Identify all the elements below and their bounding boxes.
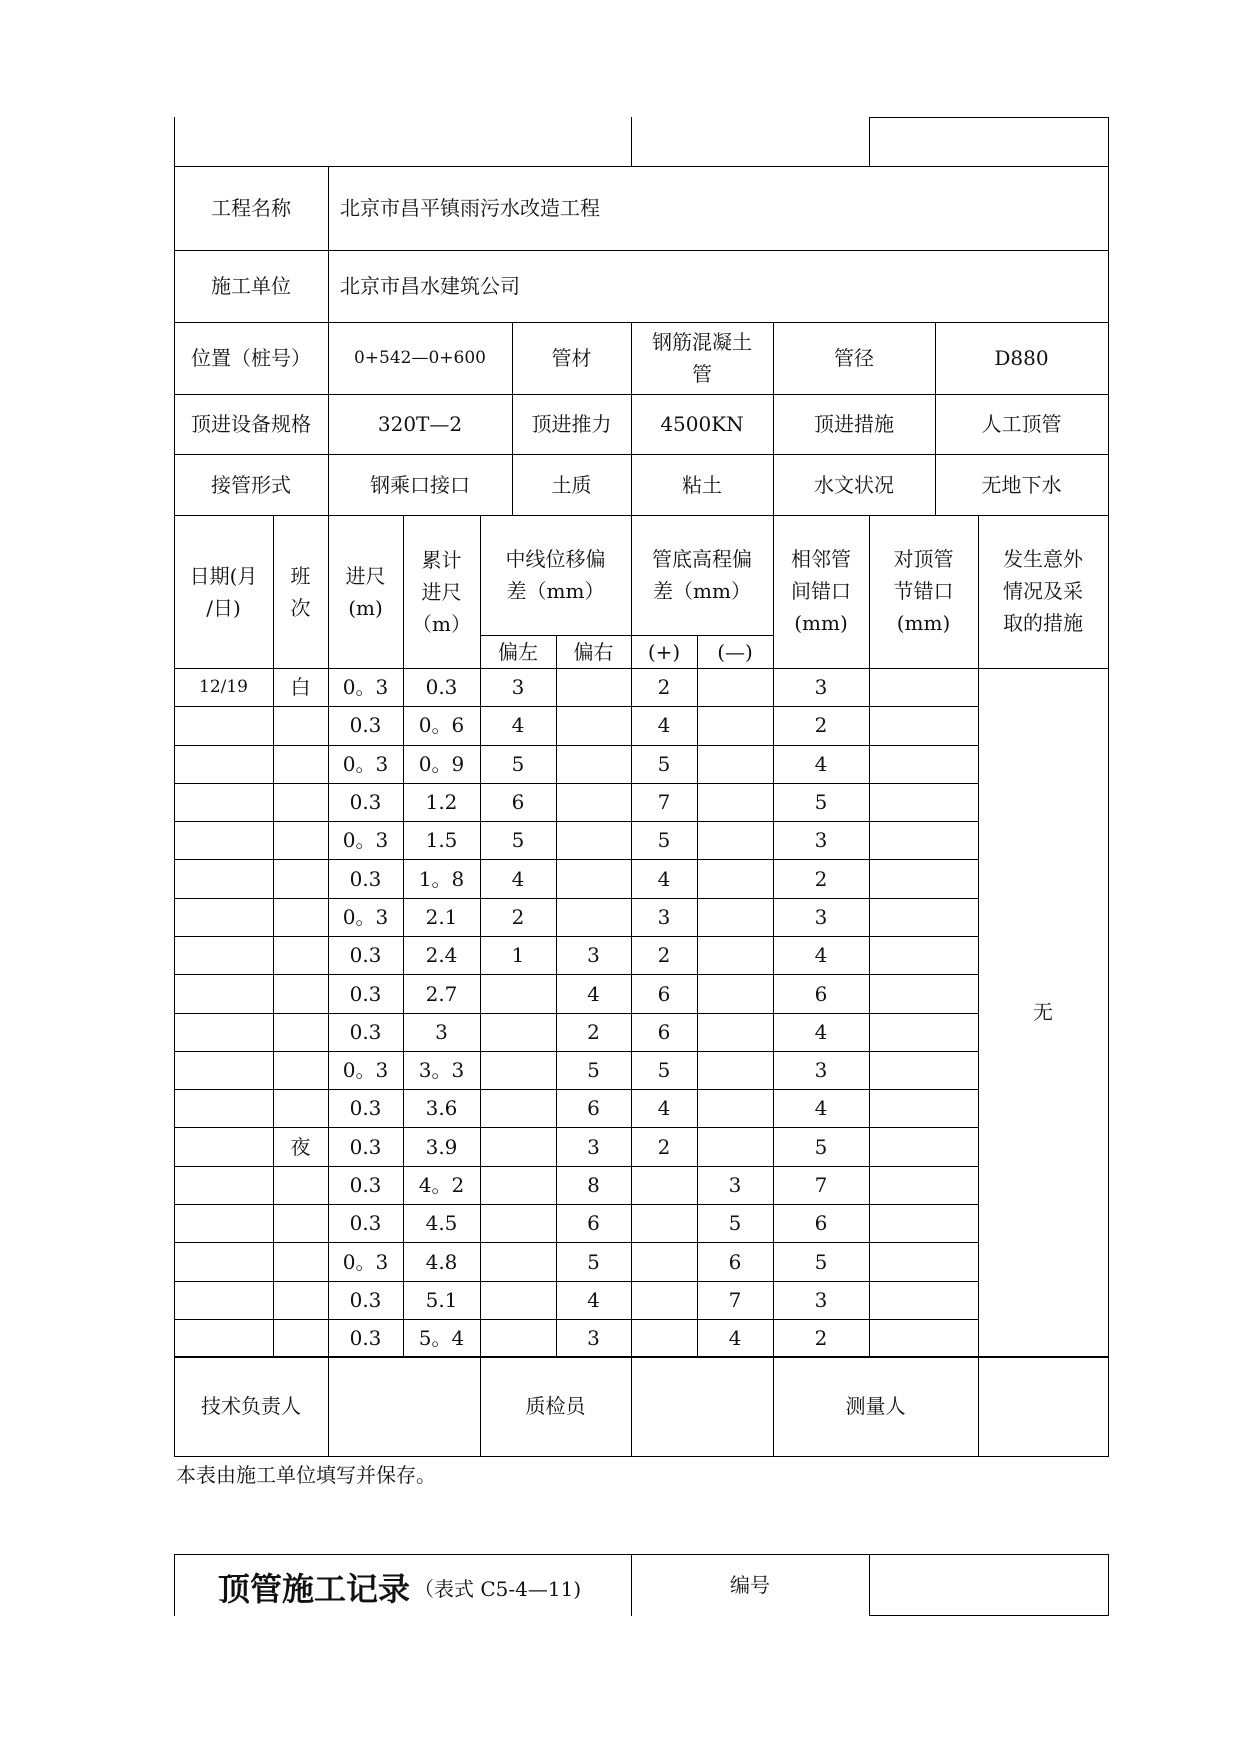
cell-joint[interactable] — [869, 668, 978, 706]
position-value[interactable]: 0+542—0+600 — [353, 348, 486, 368]
accident-value[interactable]: 无 — [1033, 1000, 1053, 1024]
cell-plus[interactable]: 6 — [657, 981, 671, 1006]
cell-adv[interactable]: 0.3 — [349, 1211, 382, 1236]
next-form-code: （表式 C5-4—11) — [414, 1576, 582, 1601]
jacking-measure-value[interactable]: 人工顶管 — [981, 412, 1062, 436]
cell-adj[interactable]: 7 — [814, 1173, 828, 1198]
cell-left[interactable]: 4 — [511, 866, 525, 891]
cell-adj[interactable]: 4 — [814, 1019, 828, 1044]
cell-adv[interactable]: 0.3 — [349, 790, 382, 815]
cell-date[interactable] — [174, 1051, 273, 1089]
cell-date[interactable] — [174, 706, 273, 744]
equipment-spec-value[interactable]: 320T—2 — [377, 412, 463, 436]
cell-adj[interactable]: 6 — [814, 981, 828, 1006]
cell-left[interactable]: 5 — [511, 828, 525, 853]
cell-shift[interactable] — [273, 936, 328, 974]
cell-adj[interactable]: 6 — [814, 1211, 828, 1236]
jacking-force-label: 顶进推力 — [531, 412, 612, 436]
project-name-value[interactable]: 北京市昌平镇雨污水改造工程 — [340, 196, 600, 220]
header-cumulative — [403, 515, 480, 668]
cell-shift[interactable] — [273, 783, 328, 821]
header-cumulative-l3: （m） — [412, 611, 471, 636]
cell-right[interactable] — [556, 898, 631, 936]
cell-left[interactable] — [480, 1281, 556, 1319]
cell-date[interactable] — [174, 1319, 273, 1357]
cell-right[interactable]: 2 — [587, 1019, 600, 1044]
header-cumulative-l1: 累计 — [421, 547, 462, 572]
header-elevation-l1: 管底高程偏 — [652, 547, 752, 571]
cell-adv[interactable]: 0。3 — [342, 828, 389, 853]
cell-adv[interactable]: 0.3 — [349, 981, 382, 1006]
header-right: 偏右 — [573, 639, 614, 664]
cell-adj[interactable]: 5 — [814, 790, 828, 815]
number-value[interactable] — [869, 1554, 1108, 1615]
cell-right[interactable]: 6 — [587, 1096, 600, 1121]
cell-date[interactable] — [174, 745, 273, 783]
cell-adv[interactable]: 0.3 — [349, 713, 382, 738]
header-elevation-l2: 差（mm） — [653, 579, 751, 603]
position-label: 位置（桩号） — [191, 346, 311, 370]
cell-shift[interactable] — [273, 1051, 328, 1089]
cell-date[interactable] — [174, 1089, 273, 1127]
header-shift — [273, 515, 328, 668]
cell-joint[interactable] — [869, 1128, 978, 1166]
cell-minus[interactable] — [697, 1128, 773, 1166]
cell-right[interactable] — [556, 783, 631, 821]
cell-date[interactable] — [174, 1128, 273, 1166]
cell-right[interactable]: 5 — [587, 1249, 600, 1274]
cell-shift[interactable] — [273, 706, 328, 744]
cell-right[interactable] — [556, 821, 631, 859]
tech-lead-signature[interactable] — [328, 1356, 480, 1456]
cell-shift[interactable] — [273, 1166, 328, 1204]
header-plus: (+) — [647, 639, 681, 664]
cell-adj[interactable]: 3 — [814, 904, 828, 929]
cell-joint[interactable] — [869, 1089, 978, 1127]
cell-cum[interactable]: 3.9 — [425, 1134, 458, 1159]
construction-unit-label: 施工单位 — [211, 274, 291, 298]
cell-left[interactable]: 2 — [511, 904, 525, 929]
pipe-material-value[interactable] — [631, 322, 773, 394]
cell-adv[interactable]: 0.3 — [349, 1287, 382, 1312]
cell-minus[interactable] — [697, 1013, 773, 1051]
quality-inspector-label: 质检员 — [525, 1394, 586, 1418]
cell-shift[interactable] — [273, 1013, 328, 1051]
project-name-label: 工程名称 — [211, 196, 291, 220]
cell-date[interactable] — [174, 1281, 273, 1319]
cell-minus[interactable] — [697, 745, 773, 783]
cell-shift[interactable] — [273, 1243, 328, 1281]
joint-type-label: 接管形式 — [211, 472, 291, 497]
cell-date[interactable] — [174, 860, 273, 898]
cell-left[interactable] — [480, 1013, 556, 1051]
header-joint-l2: 节错口 — [893, 579, 954, 603]
cell-left[interactable]: 1 — [511, 943, 525, 968]
cell-adv[interactable]: 0.3 — [349, 943, 382, 968]
cell-adj[interactable]: 2 — [814, 713, 828, 738]
pipe-material-line2: 管 — [692, 362, 712, 386]
cell-left[interactable]: 5 — [511, 751, 525, 776]
hydrology-value[interactable]: 无地下水 — [981, 472, 1062, 497]
cell-minus[interactable] — [697, 821, 773, 859]
header-date-l1: 日期(月 — [189, 563, 258, 588]
cell-adv[interactable]: 0。3 — [342, 1249, 389, 1274]
cell-left[interactable] — [480, 1128, 556, 1166]
cell-cum[interactable]: 4。2 — [418, 1173, 465, 1198]
header-joint-l3: (mm) — [896, 611, 951, 635]
cell-joint[interactable] — [869, 1204, 978, 1242]
cell-adv[interactable]: 0。3 — [342, 904, 389, 929]
cell-left[interactable]: 4 — [511, 713, 525, 738]
pipe-material-label: 管材 — [551, 346, 592, 370]
hydrology-label: 水文状况 — [814, 472, 894, 497]
joint-type-value[interactable]: 钢乘口接口 — [370, 472, 470, 497]
header-adjacent-l3: (mm) — [794, 611, 848, 635]
cell-date[interactable] — [174, 1243, 273, 1281]
header-adjacent-l2: 间错口 — [791, 579, 851, 603]
cell-left[interactable] — [480, 1243, 556, 1281]
cell-shift[interactable] — [273, 1204, 328, 1242]
header-adjacent-offset — [773, 515, 869, 668]
cell-adj[interactable]: 3 — [814, 675, 828, 700]
number-label: 编号 — [730, 1573, 770, 1597]
cell-right[interactable] — [556, 706, 631, 744]
cell-minus[interactable] — [697, 936, 773, 974]
cell-joint[interactable] — [869, 974, 978, 1012]
cell-minus[interactable] — [697, 668, 773, 706]
cell-right[interactable]: 3 — [587, 943, 600, 968]
cell-joint[interactable] — [869, 1319, 978, 1357]
cell-minus[interactable] — [697, 1051, 773, 1089]
cell-left[interactable] — [480, 1089, 556, 1127]
cell-minus[interactable]: 7 — [728, 1287, 742, 1312]
cell-cum[interactable]: 1.2 — [425, 790, 458, 815]
cell-plus[interactable] — [631, 1281, 697, 1319]
cell-cum[interactable]: 3.6 — [425, 1096, 458, 1121]
cell-shift[interactable] — [273, 860, 328, 898]
header-joint-l1: 对顶管 — [893, 547, 954, 571]
header-advance-l1: 进尺 — [345, 563, 386, 588]
cell-plus[interactable]: 2 — [657, 943, 671, 968]
pipe-material-line1: 钢筋混凝土 — [652, 330, 752, 354]
cell-plus[interactable]: 6 — [657, 1019, 671, 1044]
header-elevation-deviation — [631, 515, 773, 635]
cell-adv[interactable]: 0。3 — [342, 1058, 389, 1083]
cell-left[interactable]: 6 — [511, 790, 525, 815]
cell-shift[interactable] — [273, 745, 328, 783]
cell-right[interactable]: 8 — [587, 1173, 600, 1198]
header-adjacent-l1: 相邻管 — [791, 547, 851, 571]
cell-shift[interactable]: 白 — [290, 675, 311, 700]
cell-minus[interactable]: 3 — [728, 1173, 742, 1198]
cell-cum[interactable]: 5。4 — [418, 1326, 465, 1351]
cell-plus[interactable]: 5 — [657, 1058, 671, 1083]
header-joint-offset — [869, 515, 978, 668]
cell-joint[interactable] — [869, 860, 978, 898]
soil-value[interactable]: 粘土 — [682, 472, 722, 497]
cell-left[interactable] — [480, 1166, 556, 1204]
jacking-measure-label: 顶进措施 — [814, 412, 894, 436]
equipment-spec-label: 顶进设备规格 — [191, 412, 311, 436]
header-minus: (—) — [717, 639, 753, 664]
cell-adj[interactable]: 2 — [814, 1326, 828, 1351]
cell-date[interactable] — [174, 936, 273, 974]
cell-cum[interactable]: 1.5 — [425, 828, 458, 853]
cell-adv[interactable]: 0。3 — [342, 751, 389, 776]
cell-adv[interactable]: 0.3 — [349, 1326, 382, 1351]
cell-plus[interactable] — [631, 1204, 697, 1242]
cell-plus[interactable]: 5 — [657, 828, 671, 853]
cell-date[interactable] — [174, 783, 273, 821]
cell-minus[interactable] — [697, 898, 773, 936]
cell-date[interactable] — [174, 821, 273, 859]
header-date — [174, 515, 273, 668]
cell-shift[interactable] — [273, 974, 328, 1012]
cell-adj[interactable]: 4 — [814, 751, 828, 776]
cell-adj[interactable]: 3 — [814, 1287, 828, 1312]
cell-joint[interactable] — [869, 936, 978, 974]
next-form-title — [218, 1562, 581, 1612]
cell-plus[interactable]: 7 — [657, 790, 671, 815]
header-accident-l1: 发生意外 — [1003, 547, 1083, 571]
cell-shift[interactable] — [273, 898, 328, 936]
cell-cum[interactable]: 1。8 — [418, 866, 465, 891]
cell-cum[interactable]: 2.7 — [425, 981, 458, 1006]
header-centerline-l1: 中线位移偏 — [505, 547, 606, 571]
cell-plus[interactable]: 2 — [657, 675, 671, 700]
cell-plus[interactable]: 4 — [657, 866, 671, 891]
cell-adj[interactable]: 2 — [814, 866, 828, 891]
cell-joint[interactable] — [869, 898, 978, 936]
cell-plus[interactable]: 4 — [657, 1096, 671, 1121]
header-centerline-l2: 差（mm） — [506, 579, 605, 603]
cell-cum[interactable]: 3。3 — [418, 1058, 465, 1083]
cell-adj[interactable]: 5 — [814, 1134, 828, 1159]
cell-plus[interactable]: 2 — [657, 1134, 671, 1159]
cell-right[interactable]: 3 — [587, 1134, 600, 1159]
cell-minus[interactable] — [697, 783, 773, 821]
cell-date[interactable] — [174, 898, 273, 936]
cell-plus[interactable]: 4 — [657, 713, 671, 738]
cell-date[interactable] — [174, 1204, 273, 1242]
header-shift-l1: 班 — [290, 563, 311, 588]
cell-left[interactable] — [480, 1051, 556, 1089]
cell-left[interactable] — [480, 974, 556, 1012]
cell-shift[interactable] — [273, 1089, 328, 1127]
cell-minus[interactable] — [697, 1089, 773, 1127]
tech-lead-label: 技术负责人 — [201, 1394, 301, 1418]
cell-date[interactable] — [174, 1013, 273, 1051]
header-cumulative-l2: 进尺 — [421, 579, 462, 604]
cell-joint[interactable] — [869, 821, 978, 859]
cell-joint[interactable] — [869, 783, 978, 821]
cell-adv[interactable]: 0.3 — [349, 1134, 382, 1159]
cell-cum[interactable]: 0。9 — [418, 751, 465, 776]
cell-shift[interactable] — [273, 821, 328, 859]
header-advance-l2: (m) — [348, 595, 383, 620]
cell-cum[interactable]: 2.1 — [425, 904, 458, 929]
header-centerline-deviation — [480, 515, 631, 635]
cell-left[interactable] — [480, 1319, 556, 1357]
cell-cum[interactable]: 3 — [435, 1019, 448, 1044]
cell-shift[interactable]: 夜 — [290, 1134, 311, 1159]
footer-note: 本表由施工单位填写并保存。 — [176, 1463, 436, 1487]
cell-shift[interactable] — [273, 1319, 328, 1357]
soil-label: 土质 — [551, 472, 592, 497]
construction-unit-value[interactable]: 北京市昌水建筑公司 — [340, 274, 520, 298]
header-accident-l2: 情况及采 — [1003, 579, 1083, 603]
cell-joint[interactable] — [869, 1013, 978, 1051]
next-form-title-text: 顶管施工记录 — [218, 1570, 411, 1608]
cell-cum[interactable]: 4.8 — [425, 1249, 458, 1274]
cell-adj[interactable]: 5 — [814, 1249, 828, 1274]
cell-right[interactable] — [556, 668, 631, 706]
cell-cum[interactable]: 4.5 — [425, 1211, 458, 1236]
pipe-diameter-label: 管径 — [834, 346, 874, 370]
cell-right[interactable]: 4 — [587, 981, 600, 1006]
cell-minus[interactable]: 5 — [728, 1211, 742, 1236]
cell-cum[interactable]: 0。6 — [418, 713, 465, 738]
cell-plus[interactable] — [631, 1166, 697, 1204]
header-date-l2: /日) — [206, 595, 241, 620]
cell-joint[interactable] — [869, 1281, 978, 1319]
cell-adj[interactable]: 3 — [814, 1058, 828, 1083]
header-accident-l3: 取的措施 — [1003, 611, 1083, 635]
cell-date[interactable]: 12/19 — [199, 677, 248, 698]
cell-date[interactable] — [174, 974, 273, 1012]
cell-adv[interactable]: 0.3 — [349, 866, 382, 891]
pipe-diameter-value[interactable]: D880 — [994, 346, 1049, 370]
cell-left[interactable] — [480, 1204, 556, 1242]
header-left: 偏左 — [498, 639, 538, 664]
header-accident — [978, 515, 1108, 668]
cell-adv[interactable]: 0.3 — [349, 1173, 382, 1198]
cell-shift[interactable] — [273, 1281, 328, 1319]
cell-plus[interactable] — [631, 1243, 697, 1281]
quality-inspector-signature[interactable] — [631, 1356, 773, 1456]
cell-adv[interactable]: 0.3 — [349, 1019, 382, 1044]
cell-joint[interactable] — [869, 745, 978, 783]
cell-right[interactable] — [556, 860, 631, 898]
cell-left[interactable]: 3 — [511, 675, 525, 700]
cell-joint[interactable] — [869, 1243, 978, 1281]
cell-right[interactable]: 5 — [587, 1058, 600, 1083]
cell-right[interactable] — [556, 745, 631, 783]
cell-right[interactable]: 3 — [587, 1326, 600, 1351]
cell-date[interactable] — [174, 1166, 273, 1204]
cell-minus[interactable]: 4 — [728, 1326, 742, 1351]
cell-joint[interactable] — [869, 1166, 978, 1204]
cell-cum[interactable]: 5.1 — [425, 1287, 458, 1312]
surveyor-signature[interactable] — [978, 1356, 1108, 1456]
cell-adj[interactable]: 4 — [814, 1096, 828, 1121]
cell-adj[interactable]: 3 — [814, 828, 828, 853]
cell-minus[interactable] — [697, 860, 773, 898]
cell-minus[interactable] — [697, 974, 773, 1012]
cell-adv[interactable]: 0.3 — [349, 1096, 382, 1121]
cell-joint[interactable] — [869, 706, 978, 744]
cell-adv[interactable]: 0。3 — [342, 675, 389, 700]
cell-minus[interactable] — [697, 706, 773, 744]
jacking-force-value[interactable]: 4500KN — [660, 412, 744, 436]
cell-plus[interactable] — [631, 1319, 697, 1357]
cell-minus[interactable]: 6 — [728, 1249, 742, 1274]
cell-plus[interactable]: 5 — [657, 751, 671, 776]
cell-right[interactable]: 4 — [587, 1287, 600, 1312]
surveyor-label: 测量人 — [845, 1394, 906, 1418]
cell-plus[interactable]: 3 — [657, 904, 671, 929]
cell-cum[interactable]: 0.3 — [425, 675, 458, 700]
header-shift-l2: 次 — [290, 595, 311, 620]
header-advance — [328, 515, 403, 668]
cell-cum[interactable]: 2.4 — [425, 943, 458, 968]
cell-joint[interactable] — [869, 1051, 978, 1089]
cell-adj[interactable]: 4 — [814, 943, 828, 968]
cell-right[interactable]: 6 — [587, 1211, 600, 1236]
